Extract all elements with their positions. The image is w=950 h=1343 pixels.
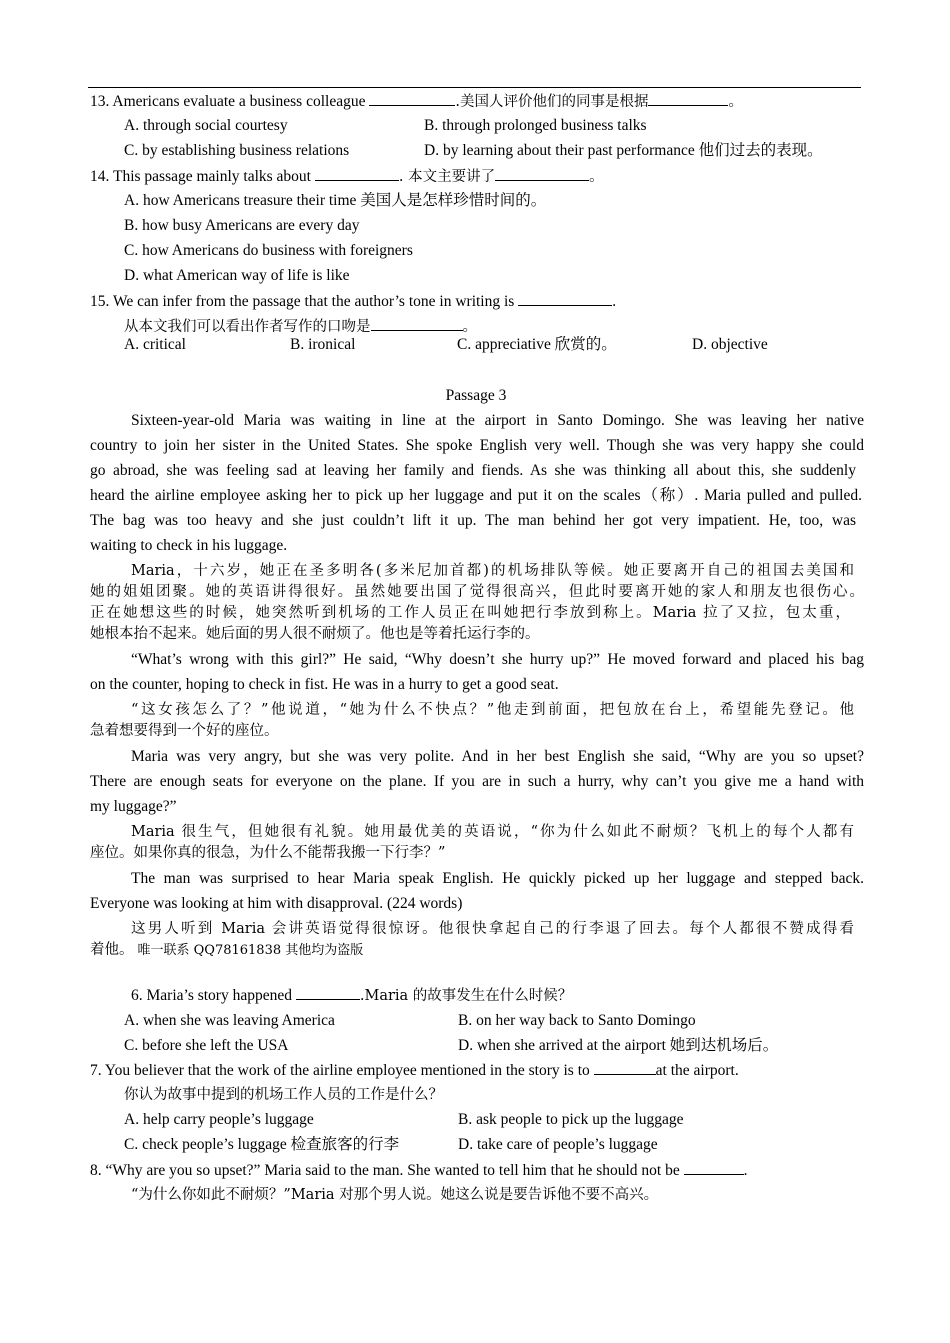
p3-line: Maria was very angry, but she was very polite. And in her best English she said, “Why are you so upset? [131, 748, 864, 765]
q13-stem-cn: .美国人评价他们的同事是根据 [455, 94, 649, 110]
q15-stem [90, 291, 616, 312]
q6-stem [131, 985, 572, 1006]
q8-stem [90, 1160, 747, 1181]
q6-option-b: B. on her way back to Santo Domingo [458, 1012, 696, 1029]
q7-stem-cn: 你认为故事中提到的机场工作人员的工作是什么？ [124, 1087, 443, 1103]
q8-stem-text: 8. “Why are you so upset?” Maria said to the man. She wanted to tell him that he should not be [90, 1162, 684, 1179]
q15-option-c: C. appreciative 欣赏的。 [457, 336, 617, 353]
q7-stem-text: 7. You believer that the work of the airline employee mentioned in the story is to [90, 1062, 594, 1079]
p3-cn-line: Maria 很生气，但她很有礼貌。她用最优美的英语说，“你为什么如此不耐烦？飞机上的每个人都有 [131, 824, 854, 840]
q13-option-a: A. through social courtesy [124, 117, 288, 134]
p1-cn-line: 正在她想这些的时候，她突然听到机场的工作人员正在叫她把行李放到称上。Maria 拉了又拉，包太重， [90, 605, 850, 621]
p1-cn-line: Maria，十六岁，她正在圣多明各(多米尼加首都)的机场排队等候。她正要离开自己的祖国去美国和 [131, 563, 854, 579]
passage-title: Passage 3 [445, 387, 507, 404]
p1-line: heard the airline employee asking her to pick up her luggage and put it on the scales（称）. Maria pulled and pulled. [90, 487, 862, 504]
q14-option-b: B. how busy Americans are every day [124, 217, 360, 234]
q14-option-a: A. how Americans treasure their time 美国人是怎样珍惜时间的。 [124, 192, 547, 209]
p1-cn-line: 她的姐姐团聚。她的英语讲得很好。虽然她要出国了觉得很高兴，但此时要离开她的家人和朋友也很伤心。 [90, 584, 864, 600]
q14-stem-text: 14. This passage mainly talks about [90, 168, 315, 185]
p2-cn-line: “这女孩怎么了？”他说道，“她为什么不快点？”他走到前面，把包放在台上，希望能先登记。他 [131, 702, 854, 718]
p2-cn-line: 急着想要得到一个好的座位。 [90, 723, 279, 739]
p1-line: waiting to check in his luggage. [90, 537, 288, 554]
q7-stem-end: at the airport. [655, 1062, 739, 1079]
q8-stem-cn: “为什么你如此不耐烦？”Maria 对那个男人说。她这么说是要告诉他不要不高兴。 [131, 1187, 659, 1203]
p4-line: Everyone was looking at him with disapproval. (224 words) [90, 895, 463, 912]
q13-option-b: B. through prolonged business talks [424, 117, 647, 134]
q6-stem-cn: .Maria 的故事发生在什么时候？ [359, 988, 573, 1004]
q15-option-d: D. objective [692, 336, 768, 353]
p3-line: my luggage?” [90, 798, 177, 815]
q7-option-d: D. take care of people’s luggage [458, 1136, 658, 1153]
q15-stem-cn [124, 316, 477, 337]
answer-blank[interactable] [518, 291, 612, 306]
p1-cn-line: 她根本抬不起来。她后面的男人很不耐烦了。他也是等着托运行李的。 [90, 626, 540, 642]
q15-option-b: B. ironical [290, 336, 356, 353]
q8-stem-end: . [743, 1162, 748, 1179]
answer-blank[interactable] [369, 91, 455, 106]
answer-blank[interactable] [315, 166, 399, 181]
q6-option-d: D. when she arrived at the airport 她到达机场后。 [458, 1037, 779, 1054]
p3-cn-line: 座位。如果你真的很急，为什么不能帮我搬一下行李？” [90, 845, 446, 861]
p4-cn-line [90, 940, 363, 961]
p1-line: Sixteen-year-old Maria was waiting in line at the airport in Santo Domingo. She was leaving her native [131, 412, 864, 429]
q7-option-c: C. check people’s luggage 检查旅客的行李 [124, 1136, 400, 1153]
p4-line: The man was surprised to hear Maria speak English. He quickly picked up her luggage and stepped back. [131, 870, 864, 887]
top-rule [88, 87, 861, 88]
q15-stem-end: . [612, 293, 617, 310]
q7-stem [90, 1060, 739, 1081]
q6-option-a: A. when she was leaving America [124, 1012, 335, 1029]
q15-option-a: A. critical [124, 336, 186, 353]
p1-line: The bag was too heavy and she just couldn’t lift it up. The man behind her got very impatient. He, too, was [90, 512, 856, 529]
q14-option-d: D. what American way of life is like [124, 267, 350, 284]
p4-cn-line: 这男人听到 Maria 会讲英语觉得很惊讶。他很快拿起自己的行李退了回去。每个人都很不赞成得看 [131, 921, 854, 937]
q15-cn-end: 。 [462, 319, 477, 335]
q14-stem-cn: . 本文主要讲了 [398, 169, 496, 185]
answer-blank[interactable] [371, 316, 463, 331]
p2-line: on the counter, hoping to check in fist. He was in a hurry to get a good seat. [90, 676, 559, 693]
answer-blank[interactable] [684, 1160, 744, 1175]
q13-option-d: D. by learning about their past performance 他们过去的表现。 [424, 142, 823, 159]
q14-stem [90, 166, 604, 187]
q7-option-a: A. help carry people’s luggage [124, 1111, 314, 1128]
q14-option-c: C. how Americans do business with foreigners [124, 242, 413, 259]
q7-option-b: B. ask people to pick up the luggage [458, 1111, 684, 1128]
p3-line: There are enough seats for everyone on the plane. If you are in such a hurry, why can’t you give me a hand with [90, 773, 864, 790]
q13-stem-text: 13. Americans evaluate a business colleague [90, 93, 370, 110]
answer-blank[interactable] [648, 91, 728, 106]
q13-option-c: C. by establishing business relations [124, 142, 350, 159]
q6-option-c: C. before she left the USA [124, 1037, 289, 1054]
copyright-note: 唯一联系 QQ78161838 其他均为盗版 [137, 943, 364, 958]
q15-cn-text: 从本文我们可以看出作者写作的口吻是 [124, 319, 371, 335]
p1-line: country to join her sister in the United States. She spoke English very well. Though she was very happy she could [90, 437, 864, 454]
p2-line: “What’s wrong with this girl?” He said, “Why doesn’t she hurry up?” He moved forward and placed his bag [131, 651, 864, 668]
p4-cn-last: 着他。 [90, 942, 134, 958]
q14-stem-end: 。 [589, 169, 604, 185]
q13-stem [90, 91, 743, 112]
q13-stem-end: 。 [728, 94, 743, 110]
q6-stem-text: 6. Maria’s story happened [131, 987, 296, 1004]
q15-stem-text: 15. We can infer from the passage that the author’s tone in writing is [90, 293, 519, 310]
p1-line: go abroad, she was feeling sad at leaving her family and fiends. As she was thinking all about this, she suddenly [90, 462, 856, 479]
answer-blank[interactable] [495, 166, 589, 181]
answer-blank[interactable] [594, 1060, 656, 1075]
answer-blank[interactable] [296, 985, 360, 1000]
